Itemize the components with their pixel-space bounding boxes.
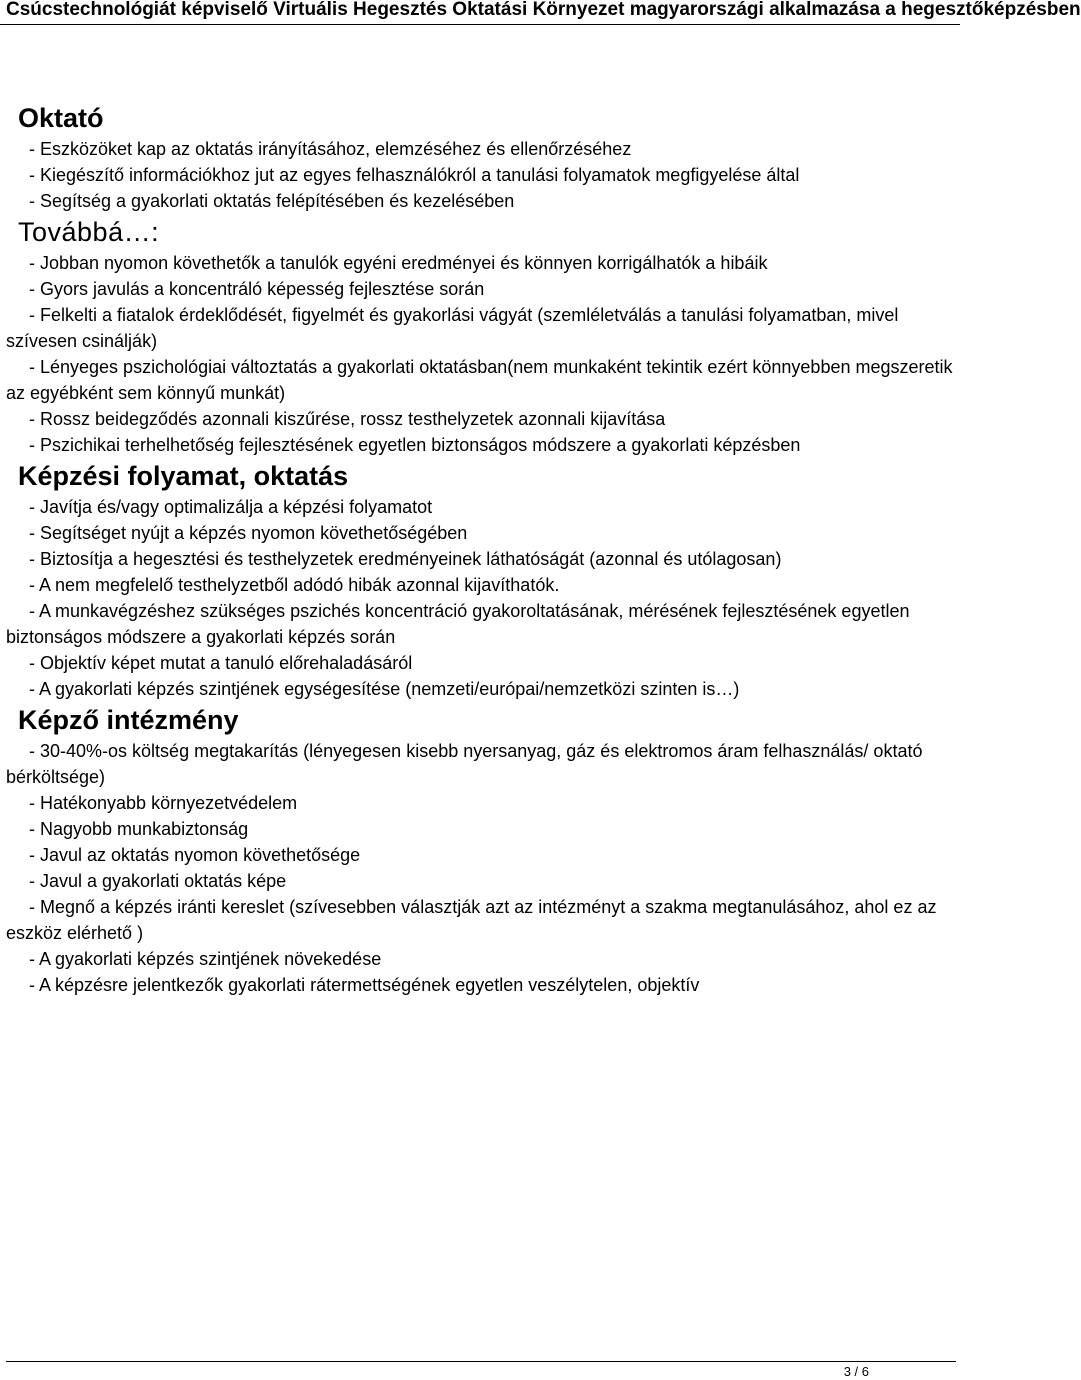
footer-divider xyxy=(6,1361,956,1362)
list-item: - Kiegészítő információkhoz jut az egyes felhasználókról a tanulási folyamatok megfigyelése által xyxy=(29,165,800,185)
list-item: - Biztosítja a hegesztési és testhelyzetek eredményeinek láthatóságát (azonnal és utólagosan) xyxy=(29,549,782,569)
list-item: - A képzésre jelentkezők gyakorlati rátermettségének egyetlen veszélytelen, objektív xyxy=(29,975,700,995)
list-item: - Megnő a képzés iránti kereslet (szívesebben választják azt az intézményt a szakma megtanulásához, ahol ez az eszköz elérhető ) xyxy=(6,897,937,943)
list-kepzo-intezmeny xyxy=(6,738,956,998)
document-title: Csúcstechnológiát képviselő Virtuális Hegesztés Oktatási Környezet magyarországi alkalmazása a hegesztőképzésben xyxy=(6,0,1081,20)
list-item: - A gyakorlati képzés szintjének növekedése xyxy=(29,949,382,969)
page-header xyxy=(0,0,1081,26)
section-title-tovabba: Továbbá…: xyxy=(18,217,160,247)
page-number: 3 / 6 xyxy=(843,1364,869,1379)
list-item: - Lényeges pszichológiai változtatás a gyakorlati oktatásban(nem munkaként tekintik ezért könnyebben megszeretik az egyébként sem könnyű munkát) xyxy=(6,357,953,403)
list-item: - Jobban nyomon követhetők a tanulók egyéni eredményei és könnyen korrigálhatók a hibáik xyxy=(29,253,768,273)
list-item: - Rossz beidegződés azonnali kiszűrése, rossz testhelyzetek azonnali kijavítása xyxy=(29,409,666,429)
list-tovabba xyxy=(6,250,956,458)
list-item: - Javul az oktatás nyomon követhetősége xyxy=(29,845,361,865)
list-item: - 30-40%-os költség megtakarítás (lényegesen kisebb nyersanyag, gáz és elektromos áram felhasználás/ oktató bérköltsége) xyxy=(6,741,923,787)
list-item: - Felkelti a fiatalok érdeklődését, figyelmét és gyakorlási vágyát (szemléletválás a tanulási folyamatban, mivel szívesen csinálják) xyxy=(6,305,899,351)
page-content xyxy=(6,100,956,998)
list-item: - Nagyobb munkabiztonság xyxy=(29,819,249,839)
list-item: - A gyakorlati képzés szintjének egységesítése (nemzeti/európai/nemzetközi szinten is…) xyxy=(29,679,740,699)
list-item: - Segítség a gyakorlati oktatás felépítésében és kezelésében xyxy=(29,191,515,211)
list-item: - Javítja és/vagy optimalizálja a képzési folyamatot xyxy=(29,497,433,517)
section-title-kepzesi-folyamat: Képzési folyamat, oktatás xyxy=(18,461,349,491)
list-item: - Objektív képet mutat a tanuló előrehaladásáról xyxy=(29,653,413,673)
list-item: - Gyors javulás a koncentráló képesség fejlesztése során xyxy=(29,279,485,299)
list-kepzesi-folyamat xyxy=(6,494,956,702)
section-title-oktato: Oktató xyxy=(18,103,104,133)
list-item: - Eszközöket kap az oktatás irányításához, elemzéséhez és ellenőrzéséhez xyxy=(29,139,632,159)
list-item: - A nem megfelelő testhelyzetből adódó hibák azonnal kijavíthatók. xyxy=(29,575,560,595)
list-oktato xyxy=(6,136,956,214)
list-item: - Pszichikai terhelhetőség fejlesztésének egyetlen biztonságos módszere a gyakorlati képzésben xyxy=(29,435,801,455)
list-item: - Javul a gyakorlati oktatás képe xyxy=(29,871,287,891)
list-item: - Segítséget nyújt a képzés nyomon követhetőségében xyxy=(29,523,468,543)
list-item: - Hatékonyabb környezetvédelem xyxy=(29,793,298,813)
header-divider xyxy=(0,24,960,25)
list-item: - A munkavégzéshez szükséges pszichés koncentráció gyakoroltatásának, mérésének fejlesztésének egyetlen biztonságos módszere a gyakorlati képzés során xyxy=(6,601,910,647)
page-footer xyxy=(0,1360,960,1379)
section-title-kepzo-intezmeny: Képző intézmény xyxy=(18,705,239,735)
